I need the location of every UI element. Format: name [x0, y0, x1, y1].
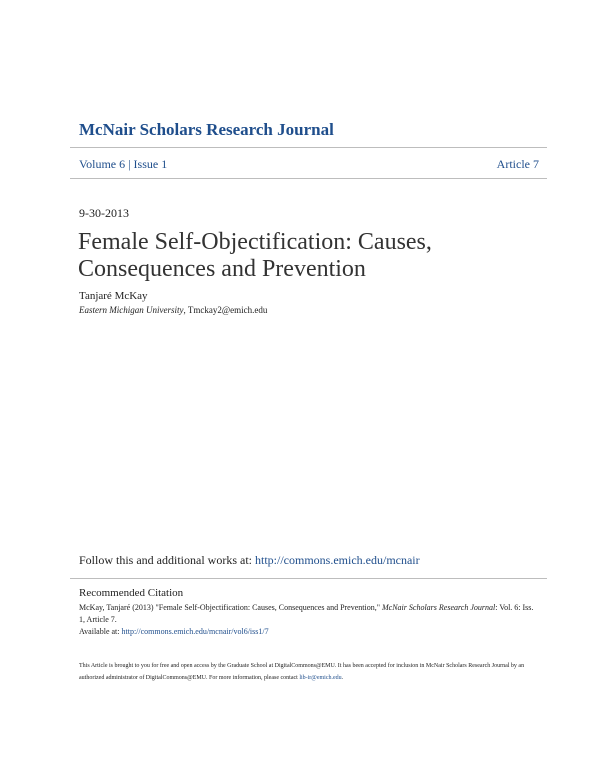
- available-link[interactable]: http://commons.emich.edu/mcnair/vol6/iss1/7: [121, 627, 269, 636]
- publication-date: 9-30-2013: [79, 206, 129, 220]
- header-rule-top: [70, 147, 547, 148]
- citation-rule: [70, 578, 547, 579]
- notice-end: .: [341, 675, 344, 681]
- journal-title[interactable]: McNair Scholars Research Journal: [79, 120, 334, 139]
- follow-link[interactable]: http://commons.emich.edu/mcnair: [255, 553, 420, 567]
- notice-contact-link[interactable]: lib-ir@emich.edu: [299, 675, 342, 681]
- recommended-citation-heading: Recommended Citation: [79, 587, 184, 599]
- follow-line: [79, 553, 420, 568]
- author-email: Tmckay2@emich.edu: [187, 305, 268, 315]
- citation-text: [79, 602, 539, 638]
- follow-text: Follow this and additional works at:: [79, 553, 255, 567]
- paper-title: Female Self-Objectification: Causes, Consequences and Prevention: [78, 229, 432, 282]
- header-rule-bottom: [70, 178, 547, 179]
- author-affiliation: [79, 305, 267, 315]
- volume-link[interactable]: Volume 6: [79, 157, 126, 171]
- article-number-link[interactable]: Article 7: [496, 157, 539, 171]
- email-separator: ,: [183, 305, 188, 315]
- notice-text: This Article is brought to you for free and open access by the Graduate School at DigitalCommons@EMU. It has been accepted for inclusion in McNair Scholars Research Journal by an authorized administrator of DigitalCommons@EMU. For more information, please contact: [79, 663, 525, 681]
- citation-end: : Vol. 6: Iss. 1, Article 7.: [79, 603, 534, 624]
- access-notice: [79, 660, 539, 684]
- citation-start: McKay, Tanjaré (2013) "Female Self-Objectification: Causes, Consequences and Prevention,": [79, 603, 382, 612]
- volume-issue: [79, 157, 167, 172]
- citation-journal: McNair Scholars Research Journal: [382, 603, 496, 612]
- issue-link[interactable]: Issue 1: [133, 157, 168, 171]
- affiliation-text: Eastern Michigan University: [79, 305, 184, 315]
- author-name: Tanjaré McKay: [79, 290, 148, 302]
- available-label: Available at:: [79, 627, 122, 636]
- volume-issue-separator: |: [128, 157, 131, 171]
